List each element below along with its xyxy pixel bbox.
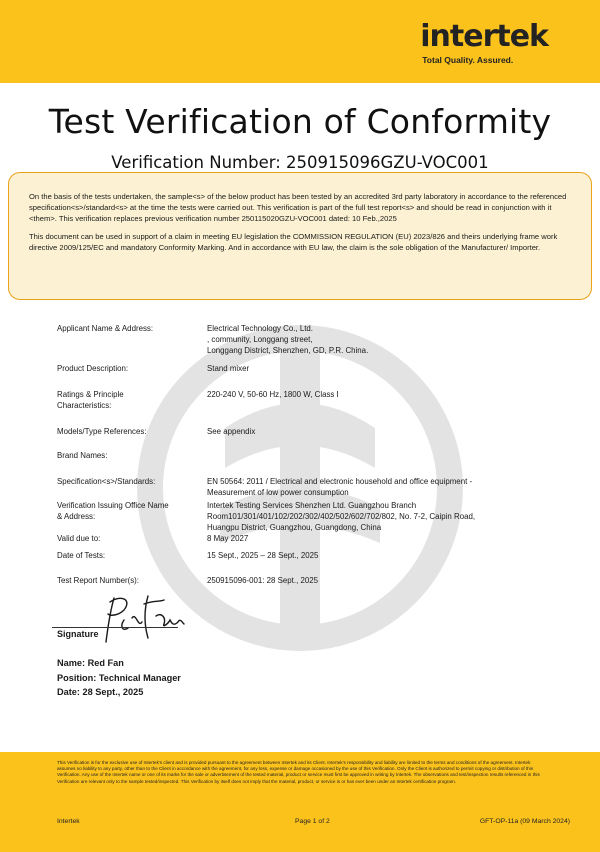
applicant-value bbox=[207, 323, 557, 356]
spec-line-1: EN 50564: 2011 / Electrical and electronic household and office equipment - bbox=[207, 477, 473, 486]
valid-value: 8 May 2027 bbox=[207, 534, 249, 543]
applicant-label: Applicant Name & Address: bbox=[57, 324, 154, 333]
ratings-label-line-1: Ratings & Principle bbox=[57, 390, 124, 399]
spec-label: Specification<s>/Standards: bbox=[57, 477, 156, 486]
office-line-2: Room101/301/401/102/202/302/402/502/602/702/802, No. 7-2, Caipin Road, bbox=[207, 512, 476, 521]
header-band bbox=[0, 0, 600, 83]
signatory-info bbox=[57, 656, 181, 700]
product-label: Product Description: bbox=[57, 364, 129, 373]
applicant-line-2: , community, Longgang street, bbox=[207, 335, 313, 344]
applicant-line-1: Electrical Technology Co., Ltd. bbox=[207, 324, 313, 333]
office-label bbox=[57, 500, 207, 522]
handwritten-signature bbox=[52, 590, 252, 650]
page-number: Page 1 of 2 bbox=[295, 818, 330, 825]
signature-label: Signature bbox=[57, 629, 99, 639]
document-title: Test Verification of Conformity bbox=[48, 102, 552, 141]
logo-tagline: Total Quality. Assured. bbox=[422, 55, 514, 65]
intro-paragraph-1: On the basis of the tests undertaken, the sample<s> of the below product has been tested by an accredited 3rd party laboratory in accordance to the referenced specification<s>/standard<s> at the time the tests were carried out. This verification is part of the full test report<s> and should be read in conjunction with it <them>. This verification replaces previous verification number 250115020GZU-VOC001 dated: 10 Feb.,2025 bbox=[29, 192, 567, 223]
models-label: Models/Type References: bbox=[57, 427, 147, 436]
models-value: See appendix bbox=[207, 427, 256, 436]
office-label-line-1: Verification Issuing Office Name bbox=[57, 501, 169, 510]
office-label-line-2: & Address: bbox=[57, 512, 96, 521]
intertek-logo bbox=[420, 19, 548, 65]
form-code: GFT-OP-11a (09 March 2024) bbox=[479, 818, 570, 825]
ratings-label-line-2: Characteristics: bbox=[57, 401, 112, 410]
dates-label: Date of Tests: bbox=[57, 551, 106, 560]
product-value: Stand mixer bbox=[207, 364, 250, 373]
ratings-value: 220-240 V, 50-60 Hz, 1800 W, Class I bbox=[207, 390, 339, 399]
report-label: Test Report Number(s): bbox=[57, 576, 139, 585]
spec-line-2: Measurement of low power consumption bbox=[207, 488, 349, 497]
office-value bbox=[207, 500, 557, 533]
signature-date: Date: 28 Sept., 2025 bbox=[57, 687, 144, 697]
applicant-line-3: Longgang District, Shenzhen, GD, P.R. China. bbox=[207, 346, 369, 355]
dates-value: 15 Sept., 2025 – 28 Sept., 2025 bbox=[207, 551, 319, 560]
signature-line bbox=[52, 627, 178, 628]
footer-disclaimer: This Verification is for the exclusive use of Intertek's client and is provided pursuant to the agreement between Intertek and its Client. Intertek's responsibility and liability are limited to the terms and conditions of the agreement. Intertek assumes no liability to any party, other than to the Client in accordance with the agreement, for any loss, expense or damage occasioned by the use of this Verification. Only the Client is authorized to permit copying or distribution of this Verification. Any use of the Intertek name or one of its marks for the sale or advertisement of the tested material, product or service must first be approved in writing by Intertek. The observations and test/inspection results referenced in this Verification are relevant only to the sample tested/inspected. This Verification by itself does not imply that the material, product, or service is or has ever been under an Intertek certification program. bbox=[57, 760, 540, 784]
signatory-name: Name: Red Fan bbox=[57, 658, 124, 668]
ratings-label bbox=[57, 389, 207, 411]
verification-number: Verification Number: 250915096GZU-VOC001 bbox=[111, 153, 489, 172]
brand-label: Brand Names: bbox=[57, 451, 108, 460]
report-value: 250915096-001: 28 Sept., 2025 bbox=[207, 576, 319, 585]
valid-label: Valid due to: bbox=[57, 534, 101, 543]
spec-value bbox=[207, 476, 557, 498]
intro-paragraph-2: This document can be used in support of a claim in meeting EU legislation the COMMISSION REGULATION (EU) 2023/826 and theirs underlying frame work directive 2009/125/EC and mandatory Conformity Marking. And in accordance with EU law, the claim is the sole obligation of the Manufacturer/ Importer. bbox=[29, 232, 558, 252]
signatory-position: Position: Technical Manager bbox=[57, 672, 181, 683]
office-line-1: Intertek Testing Services Shenzhen Ltd. Guangzhou Branch bbox=[207, 501, 417, 510]
office-line-3: Huangpu District, Guangzhou, Guangdong, China bbox=[207, 523, 382, 532]
logo-wordmark: intertek bbox=[420, 19, 548, 54]
intro-box bbox=[8, 172, 592, 300]
footer-band bbox=[0, 752, 600, 852]
footer-company: Intertek bbox=[57, 818, 80, 825]
